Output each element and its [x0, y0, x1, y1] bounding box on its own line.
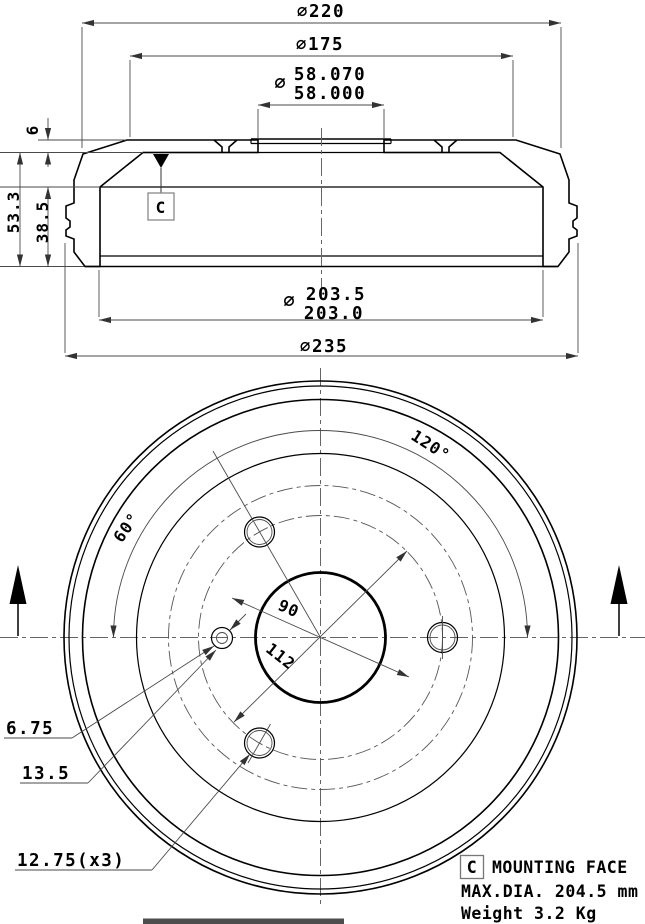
notes-block: [461, 856, 639, 924]
angle-half-label: 60°: [109, 508, 144, 546]
dim-inner-symbol: ∅: [283, 290, 295, 312]
dim-outer-flange-dia: ∅220: [296, 2, 346, 22]
dim-bore-symbol: ∅: [274, 72, 286, 94]
pin-circle-dia-label: 90: [275, 595, 303, 622]
section-arrow-left: [10, 565, 27, 636]
watermark-strip: [143, 919, 344, 924]
datum-triangle: [153, 154, 169, 168]
dim-flange-dia: ∅175: [295, 35, 345, 55]
dim-outer-dia: ∅235: [299, 337, 349, 357]
pin-hole-dia-label: 6.75: [6, 719, 55, 739]
section-metal-right: [384, 140, 577, 267]
datum-label: C: [155, 198, 167, 217]
bolt-holes-dia-label: 12.75(x3): [17, 851, 126, 871]
dim-bore-lower: 58.000: [293, 84, 367, 104]
pin-counterbore-label: 13.5: [22, 764, 71, 784]
max-dia-note: MAX.DIA. 204.5 mm: [461, 882, 639, 901]
dim-flange-thickness: 6: [23, 124, 42, 136]
bolt-hole-bottom: [245, 724, 275, 763]
dim-drum-depth: 38.5: [33, 200, 52, 244]
section-dimensions: [0, 2, 578, 357]
dim-inner-upper: 203.5: [305, 285, 367, 305]
datum-ref-label: C: [466, 858, 478, 877]
angle-full-label: 120°: [407, 425, 454, 465]
front-view: [0, 368, 645, 907]
dim-total-depth: 53.3: [4, 190, 23, 234]
dim-bore-upper: 58.070: [293, 65, 367, 85]
weight-note: Weight 3.2 Kg: [461, 904, 597, 923]
section-view: [66, 128, 577, 300]
mounting-face-note: MOUNTING FACE: [492, 858, 628, 877]
dimline-112: [234, 551, 407, 722]
section-arrow-right: [611, 565, 628, 636]
radial-line-120: [213, 451, 321, 638]
dim-inner-lower: 203.0: [303, 304, 365, 324]
bolt-circle-dia-label: 112: [262, 639, 300, 674]
